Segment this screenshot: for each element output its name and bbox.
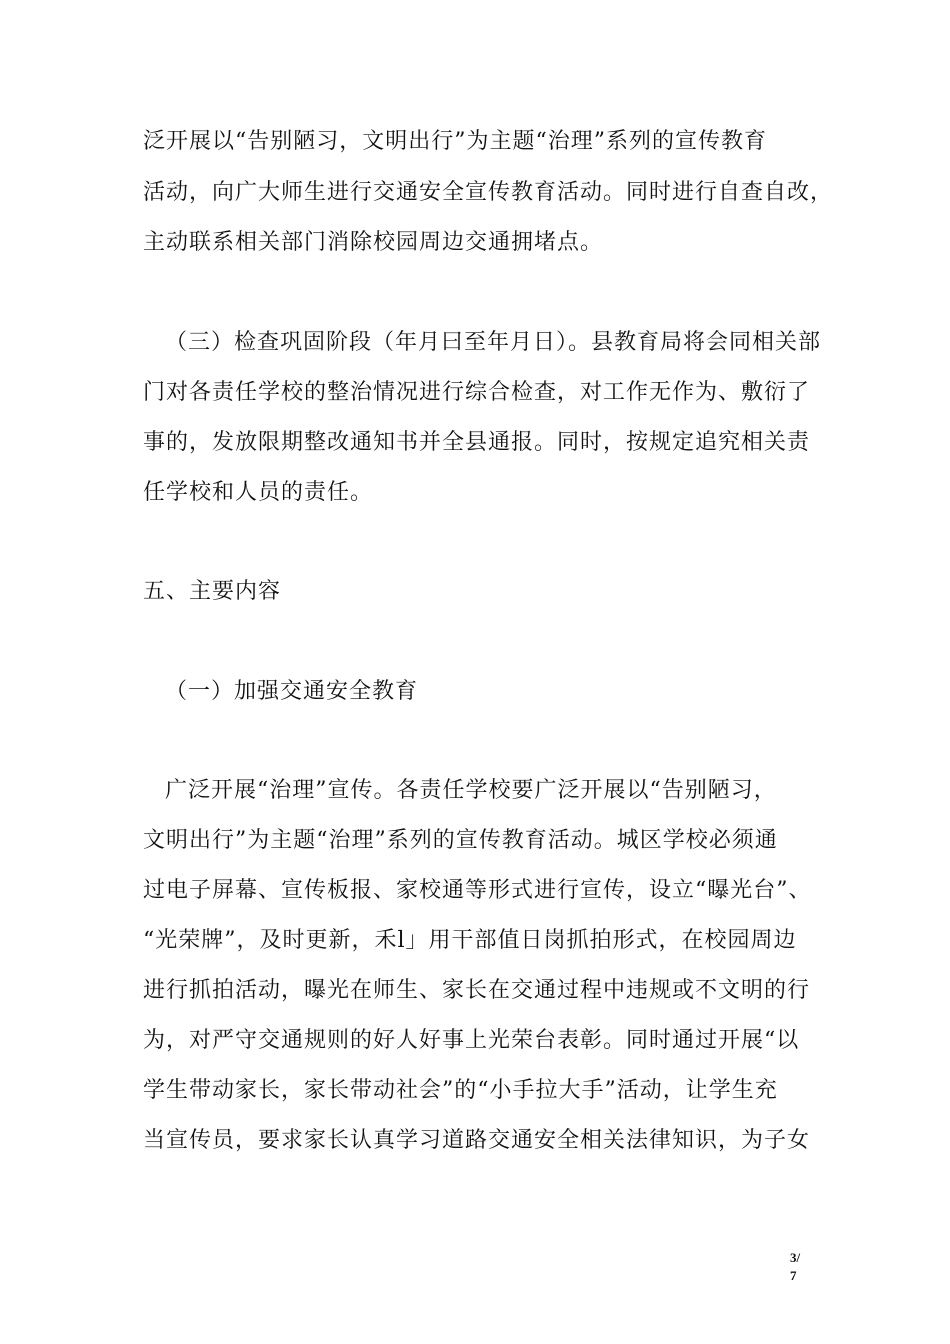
page-number-bottom: 7 — [790, 1268, 797, 1283]
paragraph-line: 进行抓拍活动，曝光在师生、家长在交通过程中违规或不文明的行 — [143, 978, 811, 1003]
page-number-top: 3/ — [790, 1250, 801, 1265]
paragraph-line: 学生带动家长，家长带动社会”的“小手拉大手”活动，让学生充 — [143, 1078, 778, 1103]
paragraph-line: 事的，发放限期整改通知书并全县通报。同时，按规定追究相关责 — [143, 430, 811, 455]
paragraph-line: 任学校和人员的责任。 — [143, 480, 374, 505]
paragraph-line: “光荣牌”，及时更新，禾l」用干部值日岗抓拍形式，在校园周边 — [143, 928, 797, 953]
section-heading: 五、主要内容 — [143, 579, 282, 604]
paragraph-line: 广泛开展“治理”宣传。各责任学校要广泛开展以“告别陋习， — [165, 778, 777, 803]
subsection-heading: （一）加强交通安全教育 — [165, 679, 419, 704]
paragraph-line: 门对各责任学校的整治情况进行综合检查，对工作无作为、敷衍了 — [143, 380, 811, 405]
paragraph-line: 泛开展以“告别陋习，文明出行”为主题“治理”系列的宣传教育 — [143, 129, 767, 154]
paragraph-line: （三）检查巩固阶段（年月曰至年月日）。县教育局将会同相关部 — [165, 330, 822, 355]
paragraph-line: 为，对严守交通规则的好人好事上光荣台表彰。同时通过开展“以 — [143, 1028, 800, 1053]
paragraph-line: 过电子屏幕、宣传板报、家校通等形式进行宣传，设立“曝光台”、 — [143, 878, 812, 903]
paragraph-line: 当宣传员，要求家长认真学习道路交通安全相关法律知识，为子女 — [143, 1128, 811, 1153]
paragraph-line: 主动联系相关部门消除校园周边交通拥堵点。 — [143, 230, 604, 255]
paragraph-line: 活动，向广大师生进行交通安全宣传教育活动。同时进行自查自改， — [143, 180, 834, 205]
paragraph-line: 文明出行”为主题“治理”系列的宣传教育活动。城区学校必须通 — [143, 828, 778, 853]
